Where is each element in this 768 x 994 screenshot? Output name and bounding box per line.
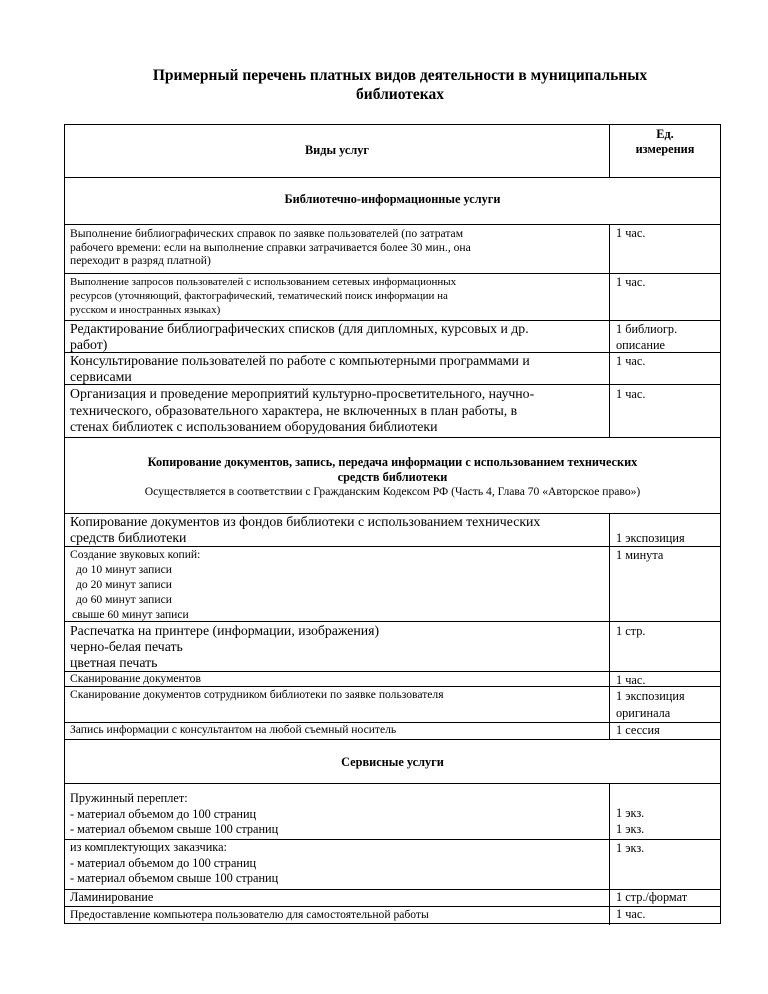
- header-unit-line-1: Ед.: [656, 127, 674, 141]
- row-text: - материал объемом до 100 страниц: [70, 855, 257, 870]
- list-item: [70, 386, 534, 436]
- section-title-library-info: Библиотечно-информационные услуги: [284, 192, 501, 206]
- row-text: Пружинный переплет:: [70, 791, 188, 805]
- list-item: Сканирование документов сотрудником библиотеки по заявке пользователя: [70, 688, 444, 701]
- row-text: Организация и проведение мероприятий культурно-просветительного, научно-: [70, 386, 535, 401]
- row-text: до 20 минут записи: [76, 578, 172, 591]
- list-item: [70, 623, 379, 671]
- row-text: стенах библиотек с использованием оборудования библиотеки: [70, 419, 438, 434]
- row-text: - материал объемом свыше 100 страниц: [70, 822, 279, 836]
- row-unit-line: 1 экз.: [616, 821, 645, 836]
- row-unit: 1 экз.: [616, 841, 645, 855]
- row-unit: 1 час.: [616, 673, 646, 687]
- document-title: [100, 66, 700, 104]
- list-item: Запись информации с консультантом на любой съемный носитель: [70, 723, 397, 736]
- row-text: ресурсов (уточняющий, фактографический, тематический поиск информации на: [70, 289, 448, 302]
- list-item: Ламинирование: [70, 890, 154, 904]
- row-line: [65, 224, 720, 225]
- section-title-line: Копирование документов, запись, передача информации с использованием технических: [147, 455, 638, 469]
- row-text: - материал объемом свыше 100 страниц: [70, 871, 279, 885]
- row-text: Создание звуковых копий:: [70, 548, 201, 561]
- row-text: русском и иностранных языках): [70, 303, 221, 316]
- row-text: переходит в разряд платной): [70, 254, 211, 268]
- row-unit-line: описание: [616, 338, 665, 352]
- row-text: из комплектующих заказчика:: [70, 840, 227, 854]
- list-item: Предоставление компьютера пользователю для самостоятельной работы: [70, 908, 429, 921]
- row-unit: 1 час.: [616, 354, 646, 368]
- row-text: до 10 минут записи: [76, 563, 172, 576]
- header-unit: [610, 127, 720, 157]
- row-text: работ): [70, 337, 108, 352]
- row-line: [65, 783, 720, 784]
- row-unit: 1 час.: [616, 907, 646, 921]
- row-text: черно-белая печать: [70, 639, 183, 654]
- row-text: средств библиотеки: [70, 530, 187, 545]
- row-unit: 1 стр.: [616, 624, 646, 638]
- section-title-line: средств библиотеки: [337, 469, 448, 484]
- row-unit-line: оригинала: [616, 706, 671, 720]
- row-line: [65, 177, 720, 178]
- list-item: [70, 353, 530, 385]
- row-text: цветная печать: [70, 655, 158, 670]
- section-title-copying: [65, 455, 720, 499]
- list-item: [70, 227, 471, 268]
- title-line-1: Примерный перечень платных видов деятельности в муниципальных: [152, 67, 648, 84]
- list-item: [70, 547, 200, 622]
- title-line-2: библиотеках: [356, 86, 444, 103]
- row-unit-line: 1 экспозиция: [616, 689, 685, 703]
- list-item: [70, 791, 278, 838]
- row-unit: [616, 321, 677, 353]
- row-text: - материал объемом до 100 страниц: [70, 806, 257, 821]
- list-item: [70, 840, 278, 887]
- row-unit: 1 экспозиция: [616, 531, 685, 545]
- row-text: технического, образовательного характера, не включенных в план работы, в: [70, 402, 518, 418]
- row-unit: 1 час.: [616, 387, 646, 401]
- row-unit: 1 час.: [616, 275, 646, 289]
- list-item: [70, 276, 456, 317]
- row-text: Редактирование библиографических списков (для дипломных, курсовых и др.: [70, 321, 529, 336]
- row-text: Копирование документов из фондов библиотеки с использованием технических: [70, 514, 541, 529]
- header-services: Виды услуг: [304, 143, 370, 157]
- row-text: рабочего времени: если на выполнение справки затрачивается более 30 мин., она: [70, 240, 471, 254]
- row-unit: 1 стр./формат: [616, 890, 688, 904]
- section-note: Осуществляется в соответствии с Гражданским Кодексом РФ (Часть 4, Глава 70 «Авторское право»): [144, 485, 641, 498]
- row-unit: 1 минута: [616, 548, 664, 562]
- row-text: Распечатка на принтере (информации, изображения): [70, 623, 380, 638]
- row-text: сервисами: [70, 369, 132, 384]
- row-text: Выполнение запросов пользователей с использованием сетевых информационных: [70, 276, 457, 288]
- header-unit-line-2: измерения: [635, 142, 695, 156]
- row-unit: [616, 688, 685, 722]
- services-table: [64, 124, 721, 924]
- row-line: [65, 739, 720, 740]
- row-text: Консультирование пользователей по работе с компьютерными программами и: [70, 353, 530, 368]
- row-unit: 1 сессия: [616, 723, 660, 737]
- row-line: [65, 437, 720, 438]
- row-text: свыше 60 минут записи: [72, 608, 189, 621]
- row-unit: [616, 806, 644, 837]
- list-item: [70, 321, 529, 353]
- row-text: до 60 минут записи: [76, 593, 172, 606]
- row-unit: 1 час.: [616, 226, 646, 240]
- column-divider: [609, 224, 610, 437]
- column-divider: [609, 783, 610, 925]
- section-title-service: Сервисные услуги: [341, 755, 444, 769]
- row-unit-line: 1 библиогр.: [616, 322, 678, 336]
- row-line: [65, 273, 720, 274]
- row-text: Выполнение библиографических справок по заявке пользователей (по затратам: [70, 227, 464, 240]
- list-item: Сканирование документов: [70, 672, 201, 685]
- list-item: [70, 514, 540, 546]
- row-unit-line: 1 экз.: [616, 806, 645, 820]
